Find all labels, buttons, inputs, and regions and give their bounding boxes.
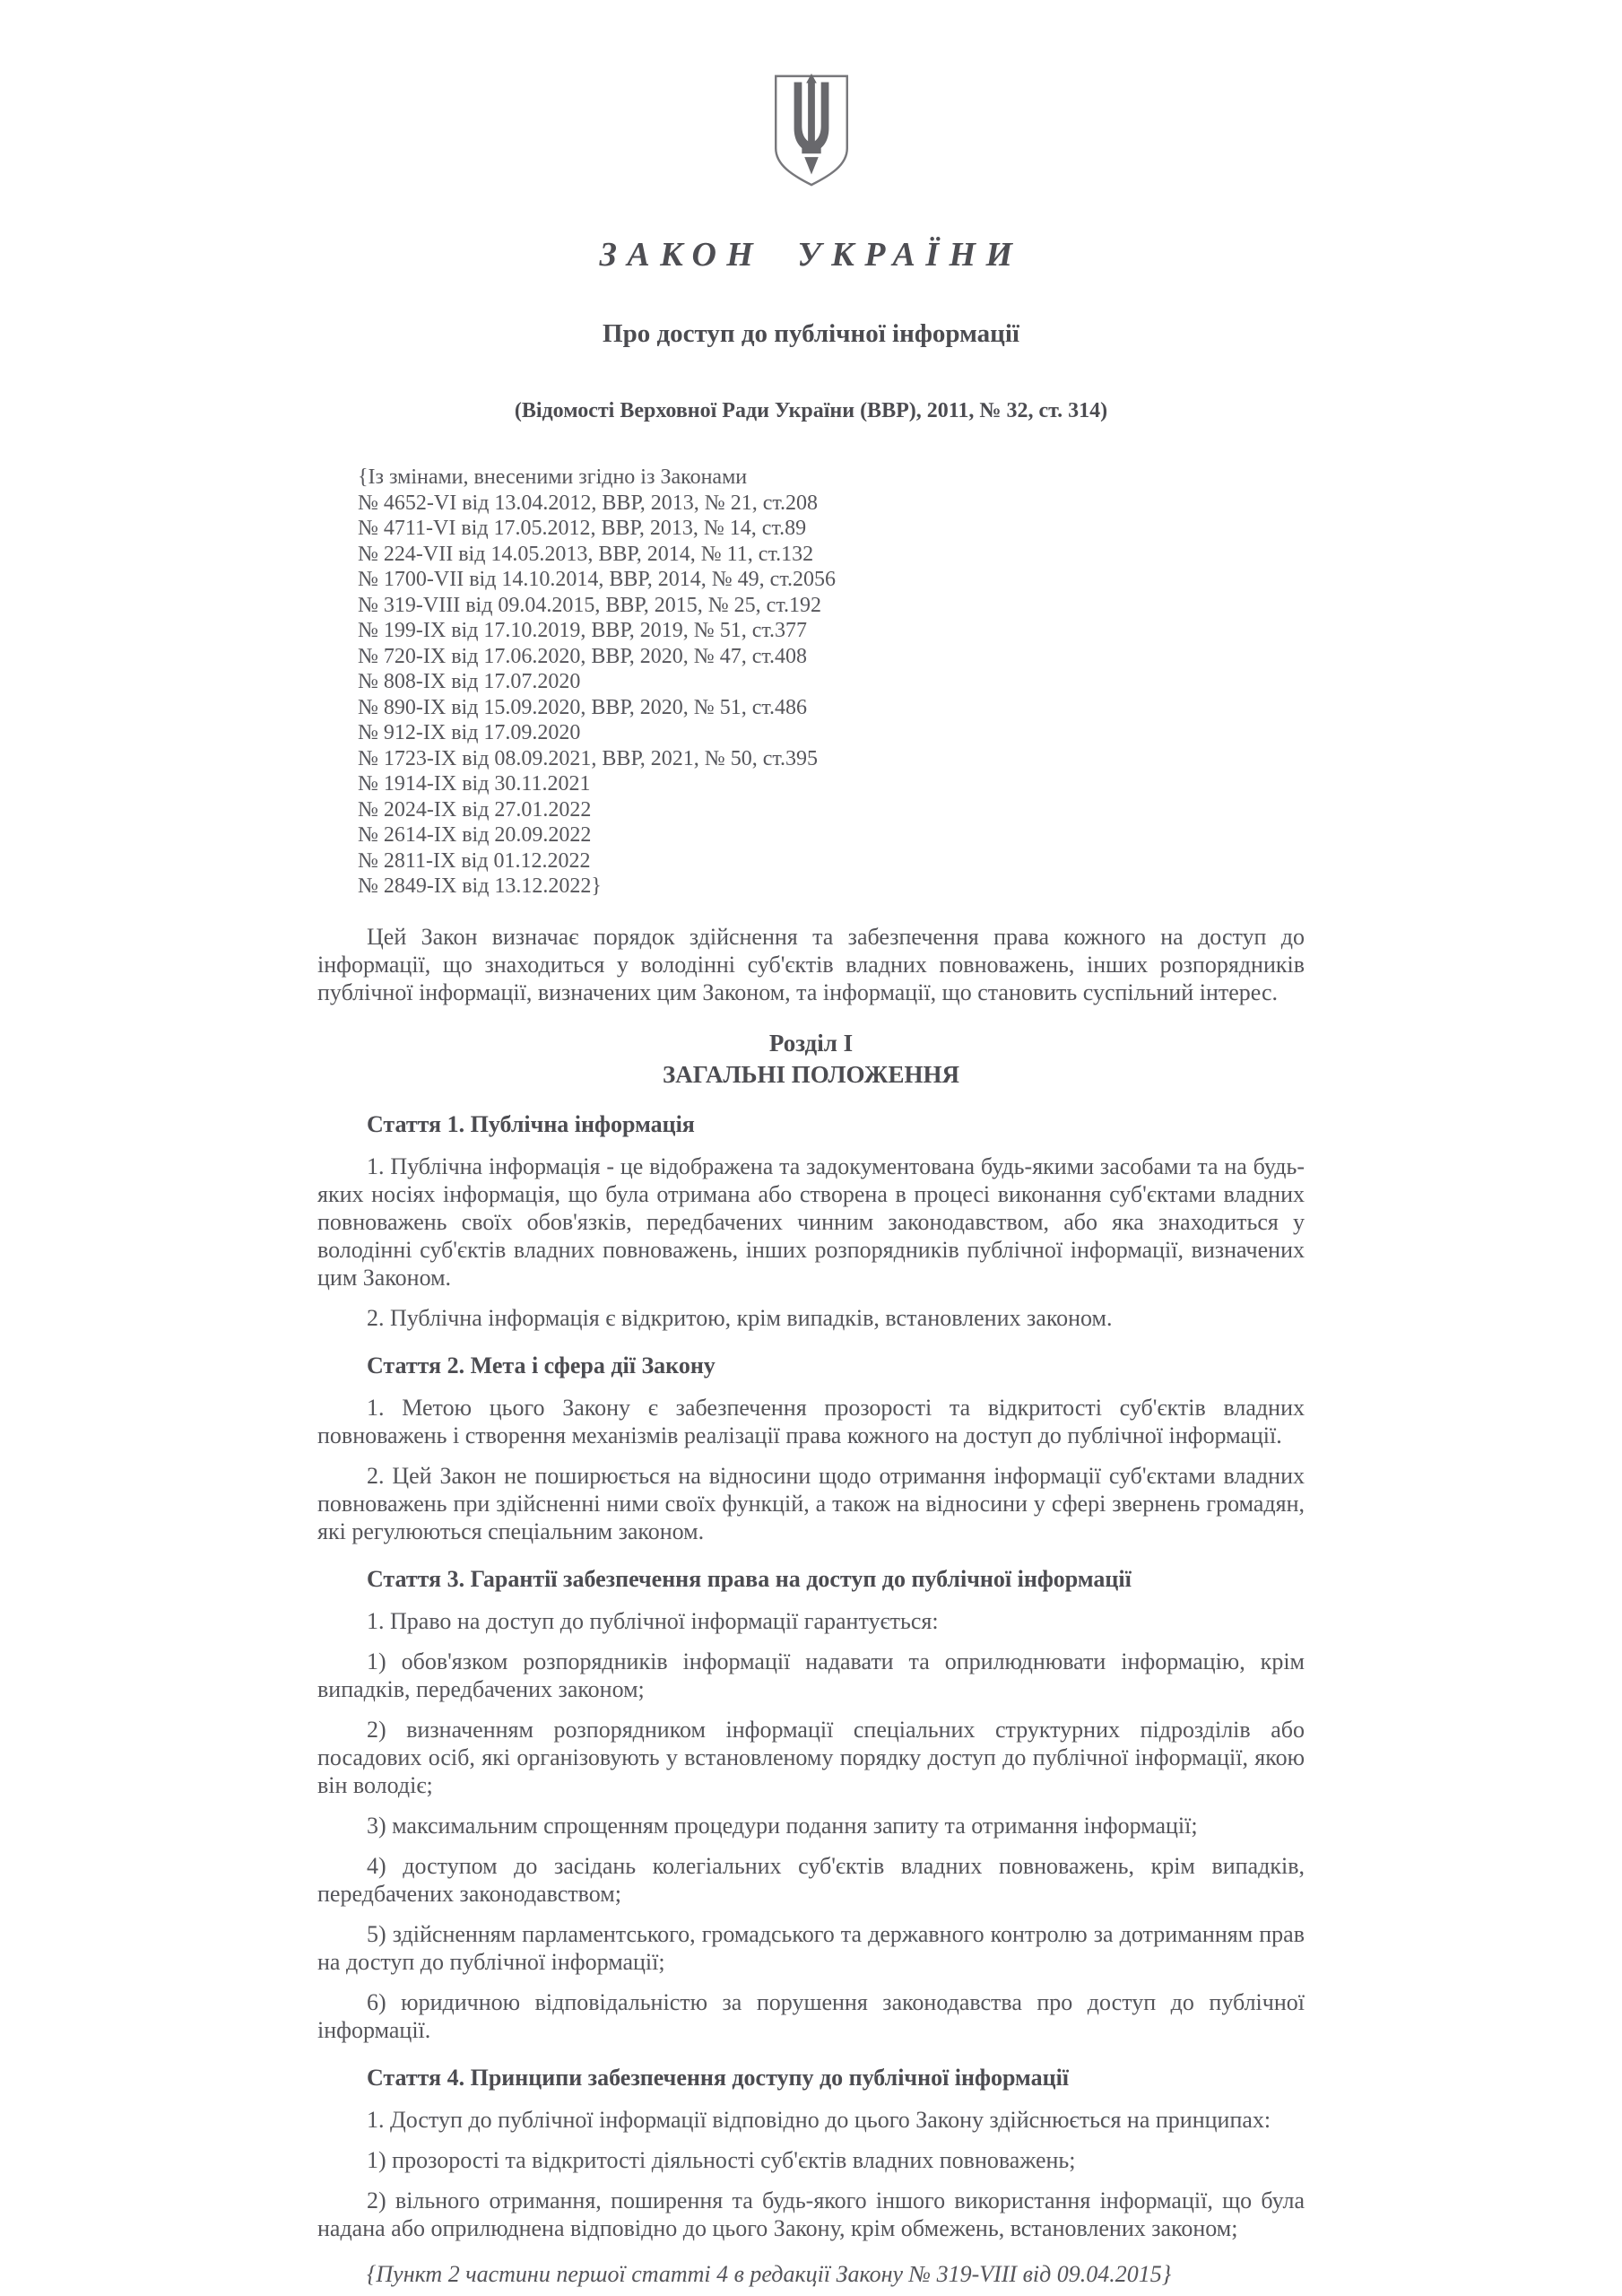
article-paragraph: 1. Право на доступ до публічної інформації гарантується: — [367, 1607, 939, 1634]
gazette-reference: (Відомості Верховної Ради України (ВВР), 2011, № 32, ст. 314) — [514, 399, 1108, 422]
article-paragraph: 1) обов'язком розпорядників інформації надавати та оприлюднювати інформацію, крім випадків, передбачених законом; — [317, 1648, 1305, 1702]
amendment-line: № 1723-IX від 08.09.2021, ВВР, 2021, № 50, ст.395 — [358, 746, 819, 770]
article-paragraph: 1. Публічна інформація - це відображена та задокументована будь-якими засобами та на будь-яких носіях інформація, що була отримана або створена в процесі виконання суб'єктами владних повноважень своїх обов'язків, передбачених чинним законодавством, або яка знаходиться у володінні суб'єктів владних повноважень, інших розпорядників публічної інформації, визначених цим Законом. — [317, 1152, 1305, 1291]
section-number: Розділ I — [768, 1029, 854, 1057]
article-paragraph: 6) юридичною відповідальністю за порушення законодавства про доступ до публічної інформації. — [317, 1988, 1305, 2043]
article-paragraph: 2. Публічна інформація є відкритою, крім випадків, встановлених законом. — [367, 1304, 1113, 1331]
article-3 — [317, 1565, 1305, 2044]
section-heading — [317, 1028, 1305, 1091]
article-2 — [317, 1352, 1305, 1545]
amendment-note: {Пункт 2 частини першої статті 4 в редакції Закону № 319-VIII від 09.04.2015} — [367, 2260, 1172, 2287]
section-title: ЗАГАЛЬНІ ПОЛОЖЕННЯ — [662, 1060, 960, 1088]
article-heading: Стаття 4. Принципи забезпечення доступу до публічної інформації — [367, 2064, 1070, 2091]
article-paragraph: 1) прозорості та відкритості діяльності суб'єктів владних повноважень; — [367, 2146, 1076, 2173]
article-paragraph: 5) здійсненням парламентського, громадського та державного контролю за дотриманням прав на доступ до публічної інформації; — [317, 1920, 1305, 1975]
document-title: Про доступ до публічної інформації — [603, 319, 1019, 348]
amendment-line: № 4652-VI від 13.04.2012, ВВР, 2013, № 21, ст.208 — [358, 491, 819, 515]
intro-paragraph: Цей Закон визначає порядок здійснення та забезпечення права кожного на доступ до інформації, що знаходиться у володінні суб'єктів владних повноважень, інших розпорядників публічної інформації, визначених цим Законом, та інформації, що становить суспільний інтерес. — [317, 923, 1305, 1005]
article-paragraph: 1. Доступ до публічної інформації відповідно до цього Закону здійснюється на принципах: — [367, 2106, 1271, 2133]
coat-of-arms-area — [317, 0, 1305, 188]
amendment-line: № 224-VII від 14.05.2013, ВВР, 2014, № 11, ст.132 — [358, 542, 814, 566]
article-paragraph: 2) визначенням розпорядником інформації спеціальних структурних підрозділів або посадових осіб, які організовують у встановленому порядку доступ до публічної інформації, якою він володіє; — [317, 1716, 1305, 1798]
amendment-line: № 199-IX від 17.10.2019, ВВР, 2019, № 51, ст.377 — [358, 619, 808, 642]
amendment-line: № 890-IX від 15.09.2020, ВВР, 2020, № 51, ст.486 — [358, 695, 808, 719]
amendment-line: № 2811-IX від 01.12.2022 — [358, 848, 591, 873]
article-1 — [317, 1110, 1305, 1332]
amendment-line: № 808-IX від 17.07.2020 — [358, 670, 581, 693]
document-body — [317, 923, 1305, 2288]
amendment-line: № 4711-VI від 17.05.2012, ВВР, 2013, № 14, ст.89 — [358, 517, 807, 540]
article-paragraph: 1. Метою цього Закону є забезпечення прозорості та відкритості суб'єктів владних повноважень і створення механізмів реалізації права кожного на доступ до публічної інформації. — [317, 1394, 1305, 1448]
article-paragraph: 2) вільного отримання, поширення та будь-якого іншого використання інформації, що була надана або оприлюднена відповідно до цього Закону, крім обмежень, встановлених законом; — [317, 2187, 1305, 2241]
article-paragraph: 4) доступом до засідань колегіальних суб'єктів владних повноважень, крім випадків, передбачених законодавством; — [317, 1852, 1305, 1907]
article-heading: Стаття 1. Публічна інформація — [367, 1110, 695, 1137]
ukraine-trident-icon — [768, 72, 855, 188]
amendments-intro-line: {Із змінами, внесеними згідно із Законами — [358, 465, 748, 489]
article-heading: Стаття 3. Гарантії забезпечення права на доступ до публічної інформації — [367, 1565, 1132, 1592]
article-paragraph: 2. Цей Закон не поширюється на відносини щодо отримання інформації суб'єктами владних повноважень при здійсненні ними своїх функцій, а також на відносини у сфері звернень громадян, які регулюються спеціальним законом. — [317, 1462, 1305, 1544]
amendment-line: № 1700-VII від 14.10.2014, ВВР, 2014, № 49, ст.2056 — [358, 568, 837, 591]
amendment-line: № 2614-IX від 20.09.2022 — [358, 823, 592, 847]
article-paragraph: 3) максимальним спрощенням процедури подання запиту та отримання інформації; — [367, 1812, 1198, 1839]
law-title: ЗАКОН УКРАЇНИ — [599, 236, 1023, 274]
amendments-block — [317, 465, 1305, 900]
amendment-line: № 2849-IX від 13.12.2022} — [358, 874, 602, 898]
article-heading: Стаття 2. Мета і сфера дії Закону — [367, 1352, 716, 1378]
amendment-line: № 720-IX від 17.06.2020, ВВР, 2020, № 47, ст.408 — [358, 644, 808, 668]
amendment-line: № 2024-IX від 27.01.2022 — [358, 797, 592, 822]
amendment-line: № 319-VIII від 09.04.2015, ВВР, 2015, № 25, ст.192 — [358, 593, 822, 617]
amendment-line: № 912-IX від 17.09.2020 — [358, 721, 581, 744]
article-4 — [317, 2064, 1305, 2288]
amendment-line: № 1914-IX від 30.11.2021 — [358, 772, 591, 796]
